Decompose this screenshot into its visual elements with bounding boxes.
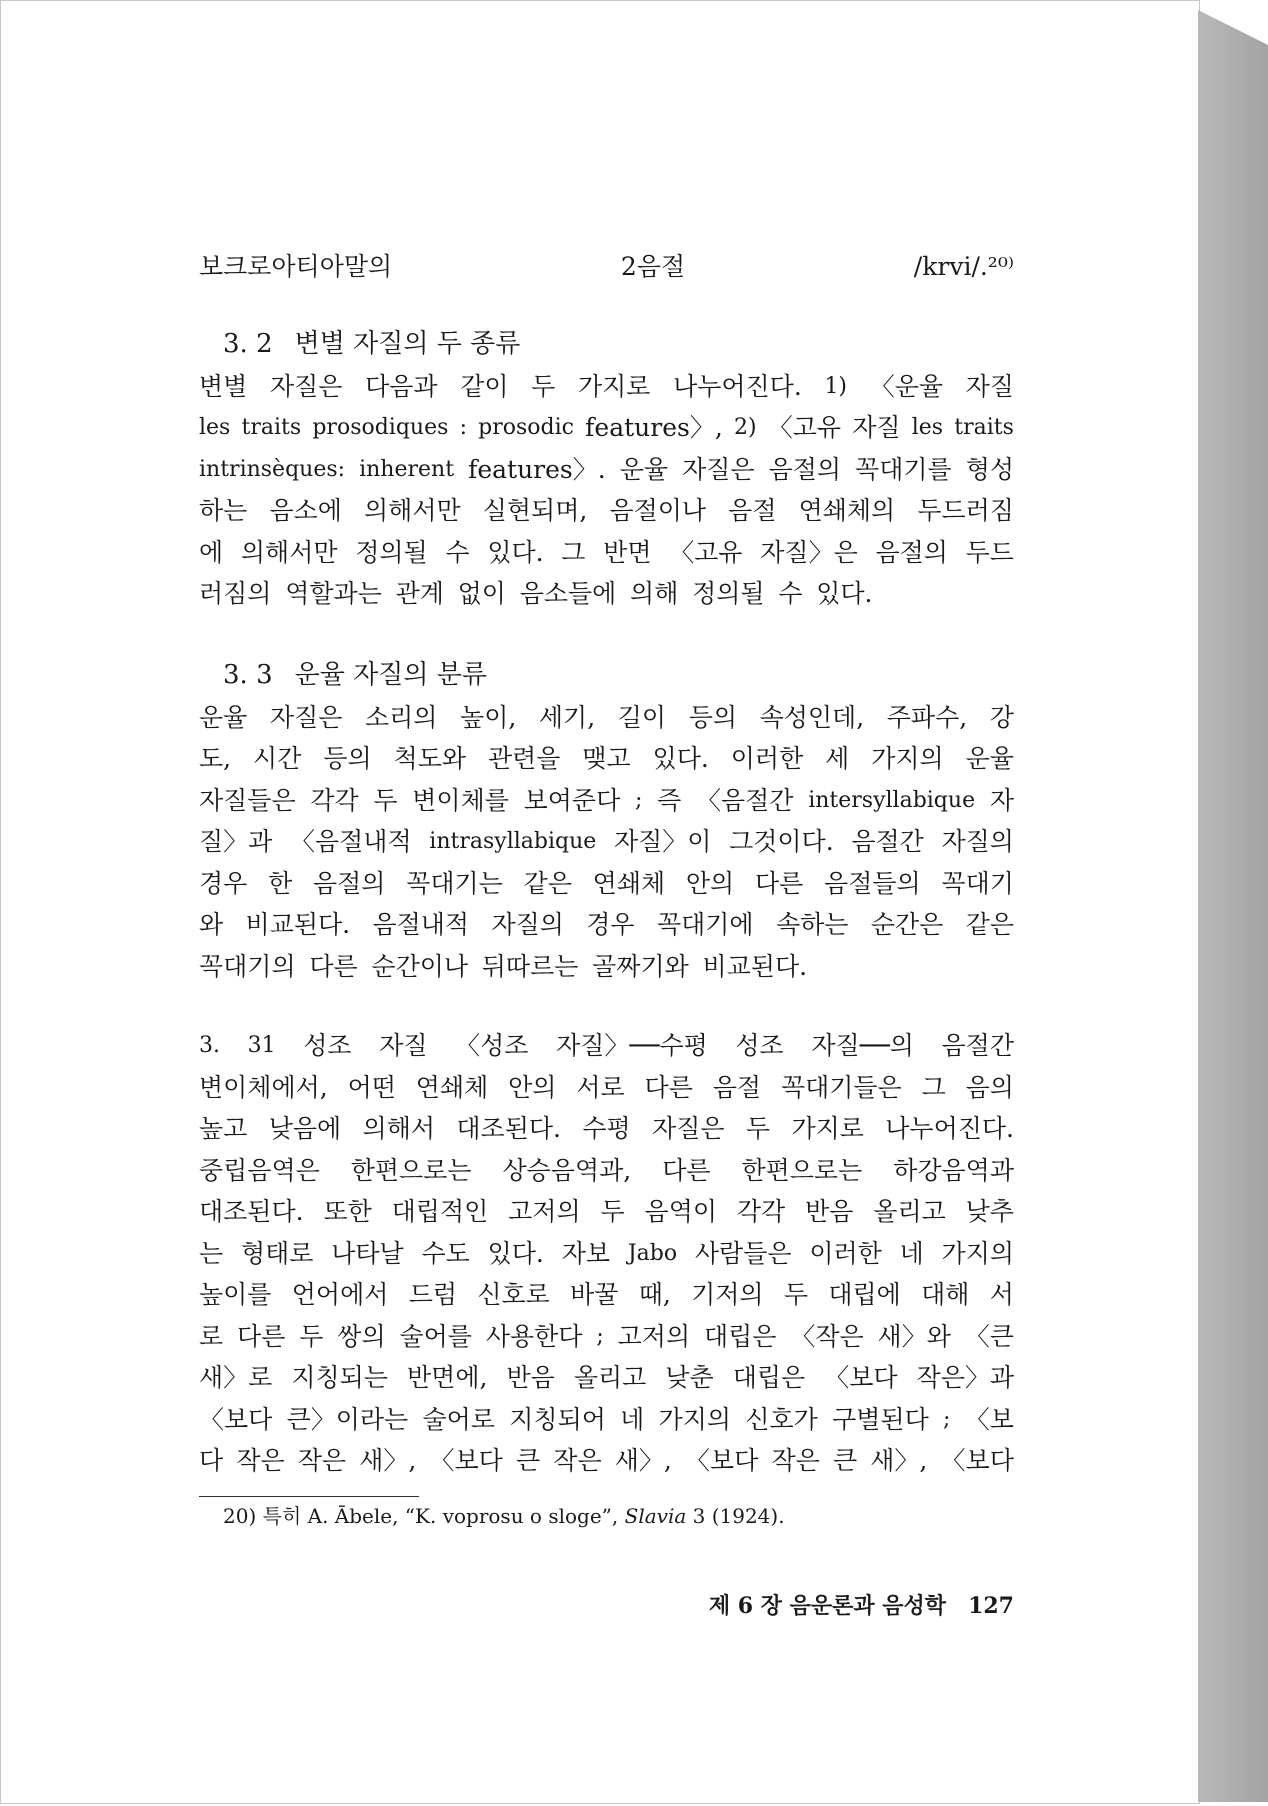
- word: features〉,: [585, 413, 723, 442]
- word: 수: [778, 579, 803, 608]
- word: 등의: [688, 702, 737, 732]
- word: 언어에서: [291, 1280, 389, 1309]
- text-line: [199, 532, 1014, 574]
- word: inherent: [359, 456, 455, 482]
- word: 음절들의: [824, 868, 921, 898]
- word: 가지로: [791, 1114, 864, 1143]
- word: 속성인데,: [759, 702, 865, 732]
- word: 자질: [379, 1031, 428, 1060]
- word: 그: [561, 537, 586, 567]
- word: 올리고: [573, 1363, 647, 1392]
- word: 고저의: [617, 1321, 691, 1351]
- word: 도,: [199, 744, 232, 773]
- word: 꼭대기들은: [780, 1072, 902, 1102]
- word: 나타날: [331, 1238, 404, 1268]
- section-heading: [199, 653, 1014, 697]
- word: 각각: [310, 785, 359, 815]
- word: 올리고: [873, 1197, 946, 1226]
- word: 각각: [736, 1197, 786, 1226]
- word: 두: [531, 371, 556, 401]
- word: 의해서: [362, 1114, 435, 1143]
- word: 구별된다: [832, 1404, 929, 1434]
- word: 서: [989, 1280, 1014, 1309]
- word: 서로: [576, 1072, 625, 1102]
- word: 관련을: [487, 744, 561, 773]
- word: traits: [241, 415, 302, 440]
- word: 신호로: [477, 1280, 550, 1309]
- word: 보여준다: [523, 785, 621, 815]
- word: 비교된다.: [245, 910, 351, 939]
- word: 한편으로는: [741, 1155, 863, 1185]
- word: ;: [943, 1406, 951, 1432]
- word: 〈성조: [455, 1031, 529, 1060]
- word: 연쇄체: [592, 868, 666, 898]
- word: 변이체를: [412, 785, 509, 815]
- word: 지칭되는: [291, 1363, 388, 1392]
- chapter-title: 제 6 장 음운론과 음성학: [708, 1593, 947, 1619]
- word: 에: [199, 537, 224, 567]
- word: 작은〉과: [916, 1363, 1014, 1392]
- word: 연쇄체의: [798, 496, 896, 525]
- word: 중립음역은: [199, 1155, 320, 1185]
- word: 큰: [832, 1446, 858, 1475]
- word: 안의: [685, 868, 735, 898]
- word: 역할과는: [285, 579, 382, 608]
- word: 기저의: [691, 1280, 764, 1309]
- word: 〈보다: [199, 1404, 273, 1434]
- word: 같은: [523, 868, 572, 898]
- word: 낮춘: [665, 1363, 714, 1392]
- word: 세: [825, 744, 850, 773]
- word: 이러한: [809, 1238, 882, 1268]
- word: 음소에: [269, 496, 342, 525]
- word: 꼭대기를: [855, 454, 952, 484]
- word: 사용한다: [485, 1321, 583, 1351]
- word: 꼭대기의: [199, 951, 296, 981]
- word: Jabo: [627, 1240, 678, 1266]
- word: 대조된다.: [456, 1114, 561, 1143]
- word: 쌍의: [337, 1321, 386, 1351]
- word: 있다.: [816, 579, 873, 608]
- word: 음절간: [851, 827, 924, 856]
- word: prosodic: [478, 415, 574, 440]
- section-title: 운율 자질의 분류: [294, 659, 487, 690]
- word: 자보: [561, 1238, 610, 1268]
- text-line: [199, 1233, 1014, 1275]
- word: 때,: [638, 1280, 671, 1309]
- word: 〈음절내적: [290, 827, 412, 856]
- word: 〈보다: [685, 1446, 759, 1475]
- word: 형태로: [240, 1238, 314, 1268]
- word: 로: [199, 1321, 224, 1351]
- word: 두: [600, 1197, 625, 1226]
- word: 보크로아티아말의: [199, 252, 393, 281]
- word: /krvi/.²⁰⁾: [913, 252, 1014, 281]
- text-line: [199, 573, 1014, 615]
- text-line: [199, 1316, 1014, 1358]
- word: 다음과: [365, 371, 438, 401]
- word: 다른: [237, 1321, 286, 1351]
- section-title: 변별 자질의 두 종류: [294, 328, 521, 359]
- word: 있다.: [487, 537, 544, 567]
- paragraph-gap: [199, 987, 1014, 1025]
- word: 가지의: [941, 1238, 1014, 1268]
- word: 속하는: [775, 910, 849, 939]
- word: 음의: [965, 1072, 1014, 1102]
- word: 자질〉이: [613, 827, 712, 856]
- word: 〈고유: [767, 413, 842, 442]
- word: 다른: [754, 868, 804, 898]
- word: 〈고유: [669, 537, 743, 567]
- word: 한편으로는: [350, 1155, 472, 1185]
- word: 술어로: [422, 1404, 495, 1434]
- word: 두: [783, 1280, 809, 1309]
- text-line: [199, 821, 1014, 863]
- word: 형성: [965, 454, 1014, 484]
- word: 작은: [771, 1446, 820, 1475]
- word: 음절의: [313, 868, 386, 898]
- word: 두드러짐: [917, 496, 1014, 525]
- word: 반음: [506, 1363, 555, 1392]
- word: 소리의: [364, 702, 438, 732]
- word: 음절내적: [372, 910, 470, 939]
- word: 높이를: [199, 1280, 272, 1309]
- word: 자질은: [682, 454, 755, 484]
- word: 〈보다: [429, 1446, 503, 1475]
- word: 다른: [644, 1072, 693, 1102]
- word: 또한: [323, 1197, 372, 1226]
- word: intrasyllabique: [429, 829, 597, 854]
- page-footer: [199, 1589, 1014, 1620]
- word: 등의: [323, 744, 372, 773]
- word: 작은: [297, 1446, 347, 1475]
- word: 작은: [236, 1446, 285, 1475]
- word: 음절의: [768, 454, 842, 484]
- word: 자질의: [941, 827, 1014, 856]
- word: 〈보다: [940, 1446, 1014, 1475]
- word: 1): [824, 373, 848, 399]
- word: 없이: [457, 579, 506, 608]
- word: 네: [899, 1238, 924, 1268]
- word: 3.: [199, 1033, 220, 1058]
- word: 관계: [395, 579, 444, 608]
- word: 다: [199, 1446, 224, 1475]
- word: 반면: [603, 537, 652, 567]
- text-line: [199, 246, 1014, 288]
- word: 한: [268, 868, 293, 898]
- word: intrinsèques:: [199, 456, 346, 482]
- word: 신호가: [745, 1404, 818, 1434]
- text-line: [199, 366, 1014, 408]
- text-line: [199, 946, 1014, 988]
- text-line: [199, 738, 1014, 780]
- word: 같이: [460, 371, 509, 401]
- word: 러짐의: [199, 579, 272, 608]
- word: 비교된다.: [702, 951, 808, 981]
- word: 주파수,: [886, 702, 968, 732]
- text-line: [199, 697, 1014, 739]
- word: 자질: [852, 413, 901, 442]
- word: 반면에,: [407, 1363, 488, 1392]
- word: 대해: [921, 1280, 970, 1309]
- word: 정의될: [355, 537, 428, 567]
- word: 성조: [303, 1031, 352, 1060]
- section-heading: [199, 322, 1014, 366]
- word: 맺고: [582, 744, 631, 773]
- word: 자질은: [269, 371, 343, 401]
- word: 의해서만: [364, 496, 461, 525]
- word: 수도: [421, 1238, 470, 1268]
- word: 변별: [199, 371, 248, 401]
- word: 자질: [965, 371, 1014, 401]
- word: 〈운율: [869, 371, 943, 401]
- word: 척도와: [393, 744, 466, 773]
- word: 이러한: [730, 744, 804, 773]
- word: 수평: [582, 1114, 631, 1143]
- word: 새〉와: [877, 1321, 951, 1351]
- word: 두: [373, 785, 398, 815]
- word: 〈큰: [964, 1321, 1014, 1351]
- word: 낮추: [965, 1197, 1014, 1226]
- word: 대조된다.: [199, 1197, 304, 1226]
- word: 2음절: [620, 252, 686, 281]
- word: 대립은: [732, 1363, 806, 1392]
- word: 자: [989, 785, 1014, 815]
- word: 자질〉은: [760, 537, 858, 567]
- word: 두드: [965, 537, 1014, 567]
- text-line: [199, 1025, 1014, 1067]
- word: 높고: [199, 1114, 248, 1143]
- word: 높이,: [460, 702, 517, 732]
- word: 다른: [309, 951, 358, 981]
- word: ;: [596, 1323, 604, 1349]
- text-line: [199, 1191, 1014, 1233]
- word: :: [459, 415, 467, 440]
- text-line: [199, 407, 1014, 449]
- word: 의해서만: [240, 537, 338, 567]
- word: 수: [445, 537, 470, 567]
- word: 고저의: [508, 1197, 581, 1226]
- word: 네: [620, 1404, 645, 1434]
- word: 지칭되어: [509, 1404, 606, 1434]
- word: 같은: [965, 910, 1014, 939]
- word: 세기,: [538, 702, 596, 732]
- word: 다른: [662, 1155, 711, 1185]
- word: 새〉,: [359, 1446, 417, 1475]
- word: prosodiques: [312, 415, 449, 440]
- word: 하는: [199, 496, 248, 525]
- word: 새〉,: [870, 1446, 928, 1475]
- word: 즉: [657, 785, 682, 815]
- text-line: [199, 490, 1014, 532]
- footnote-text: 특히 A. Ābele, “K. voprosu o sloge”,: [256, 1503, 625, 1528]
- word: 낮음에: [268, 1114, 342, 1143]
- page-number: 127: [968, 1593, 1014, 1619]
- word: 골짜기와: [592, 951, 689, 981]
- word: 〈보다: [824, 1363, 898, 1392]
- word: 가지의: [658, 1404, 732, 1434]
- word: 나누어진다.: [673, 371, 802, 401]
- word: 경우: [586, 910, 635, 939]
- word: 새〉,: [614, 1446, 672, 1475]
- text-line: [199, 780, 1014, 822]
- word: 대립적인: [391, 1197, 489, 1226]
- word: 반음: [805, 1197, 854, 1226]
- text-line: [199, 1274, 1014, 1316]
- section-number: 3. 2: [223, 328, 273, 359]
- word: 그: [921, 1072, 946, 1102]
- word: 경우: [199, 868, 248, 898]
- text-line: [199, 1357, 1014, 1399]
- word: 운율: [619, 454, 669, 484]
- word: 안의: [508, 1072, 557, 1102]
- word: 있다.: [652, 744, 709, 773]
- word: 하강음역과: [893, 1155, 1014, 1185]
- footnote-number: 20): [223, 1503, 257, 1528]
- text-line: [199, 863, 1014, 905]
- word: 어떤: [347, 1072, 396, 1102]
- text-line: [199, 449, 1014, 491]
- word: traits: [954, 415, 1014, 440]
- word: 자질──의: [811, 1031, 914, 1060]
- word: 있다.: [487, 1238, 544, 1268]
- word: 술어를: [399, 1321, 472, 1351]
- word: 〈음절간: [696, 785, 794, 815]
- word: 작은: [553, 1446, 602, 1475]
- word: 의해: [630, 579, 679, 608]
- word: 음절: [712, 1072, 762, 1102]
- word: 음절간: [941, 1031, 1014, 1060]
- word: 가지로: [577, 371, 651, 401]
- word: features〉.: [468, 454, 606, 484]
- word: 〈작은: [790, 1321, 864, 1351]
- word: 질〉과: [199, 827, 273, 856]
- word: 길이: [617, 702, 667, 732]
- word: 2): [733, 415, 757, 440]
- word: intersyllabique: [808, 787, 976, 813]
- text-line: [199, 904, 1014, 946]
- page-body: [199, 246, 1014, 1535]
- word: 그것이다.: [729, 827, 834, 856]
- word: 나누어진다.: [885, 1114, 1014, 1143]
- word: 변이체에서,: [199, 1072, 328, 1102]
- word: 큰〉이라는: [286, 1404, 409, 1434]
- word: les: [199, 415, 231, 440]
- word: 성조: [735, 1031, 784, 1060]
- word: les: [911, 415, 944, 440]
- text-line: [199, 1440, 1014, 1482]
- word: 대립에: [828, 1280, 901, 1309]
- word: 음소들에: [519, 579, 617, 608]
- word: 꼭대기: [941, 868, 1014, 898]
- word: 자질은: [652, 1114, 725, 1143]
- word: 뒤따르는: [481, 951, 579, 981]
- word: 바꿀: [570, 1280, 619, 1309]
- word: 강: [989, 702, 1014, 732]
- word: 꼭대기는: [406, 868, 503, 898]
- word: 실현되며,: [482, 496, 588, 525]
- text-line: [199, 1108, 1014, 1150]
- paragraph-gap: [199, 615, 1014, 653]
- word: 자질〉──수평: [556, 1031, 708, 1060]
- text-line: [199, 1399, 1014, 1441]
- word: 음절의: [875, 537, 948, 567]
- text-line: [199, 1067, 1014, 1109]
- word: 시간: [253, 744, 302, 773]
- word: 음역이: [644, 1197, 717, 1226]
- footnote: [199, 1497, 1014, 1535]
- word: 자질은: [269, 702, 343, 732]
- word: 드럼: [408, 1280, 457, 1309]
- word: 사람들은: [694, 1238, 792, 1268]
- footnote-journal: Slavia: [624, 1503, 687, 1528]
- text-line: [199, 1150, 1014, 1192]
- word: 꼭대기에: [656, 910, 754, 939]
- footnote-suffix: 3 (1924).: [686, 1503, 785, 1528]
- word: 연쇄체: [415, 1072, 489, 1102]
- word: 는: [199, 1238, 224, 1268]
- word: 순간은: [870, 910, 944, 939]
- word: 운율: [199, 702, 248, 732]
- word: 순간이나: [371, 951, 469, 981]
- word: 정의될: [692, 579, 765, 608]
- word: ;: [634, 787, 643, 813]
- word: 두: [299, 1321, 324, 1351]
- word: 와: [199, 910, 224, 939]
- word: 대립은: [704, 1321, 777, 1351]
- word: 가지의: [871, 744, 944, 773]
- page-stack-edge: [1198, 10, 1268, 1802]
- word: 음절이나: [609, 496, 707, 525]
- word: 자질의: [491, 910, 564, 939]
- word: 두: [745, 1114, 771, 1143]
- word: 〈보: [964, 1404, 1014, 1434]
- word: 큰: [515, 1446, 541, 1475]
- word: 상승음역과,: [502, 1155, 632, 1185]
- word: 음절: [728, 496, 777, 525]
- word: 운율: [965, 744, 1014, 773]
- section-number: 3. 3: [223, 659, 273, 690]
- word: 31: [247, 1033, 276, 1058]
- word: 새〉로: [199, 1363, 273, 1392]
- word: 자질들은: [199, 785, 296, 815]
